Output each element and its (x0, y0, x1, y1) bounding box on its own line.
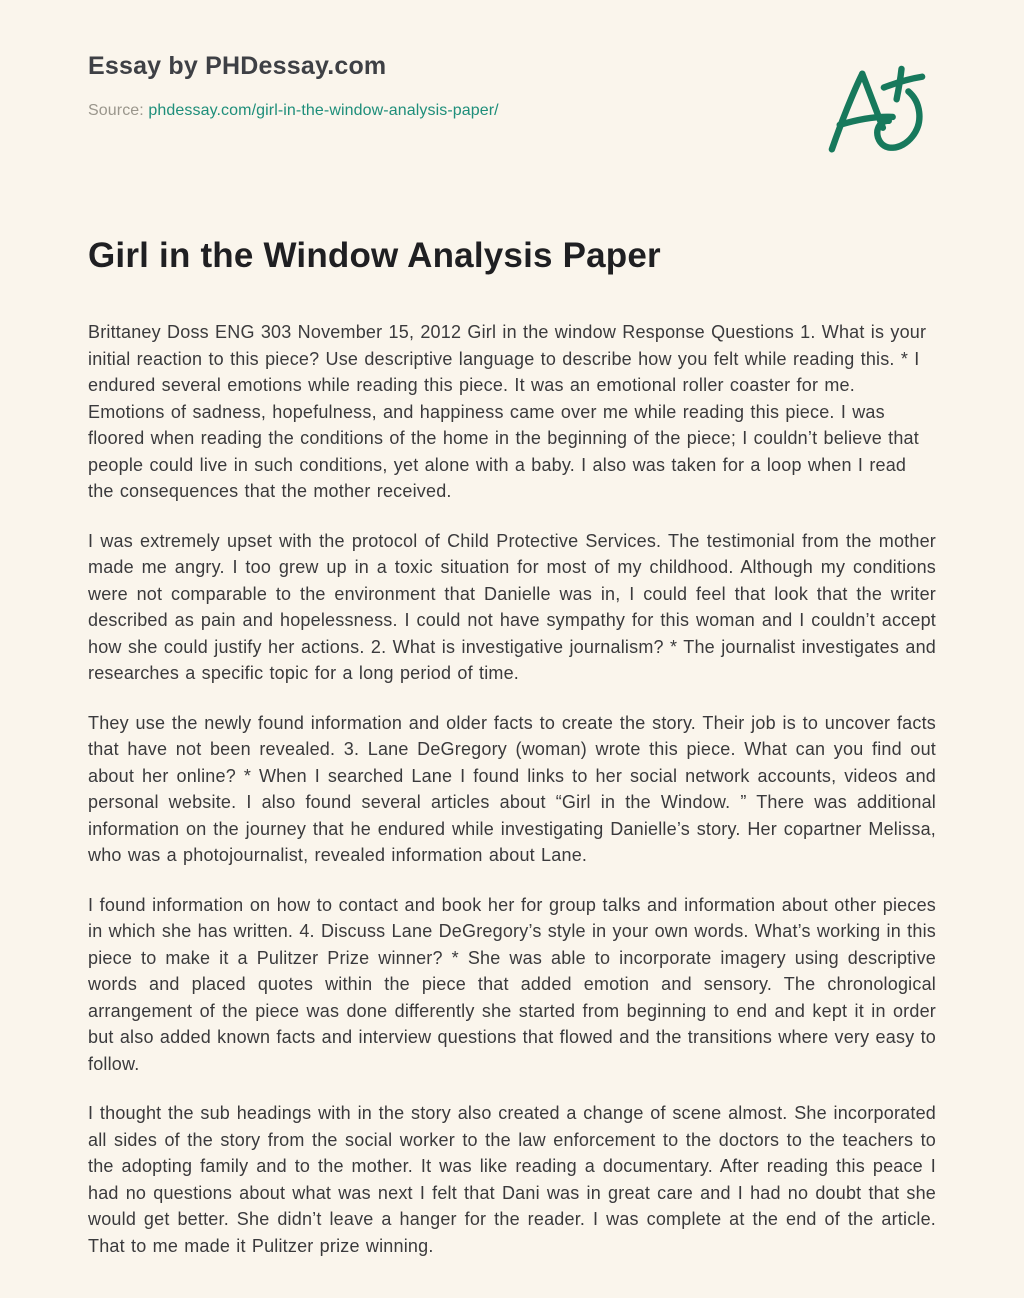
header-text-block (88, 52, 499, 120)
paragraph: I thought the sub headings with in the story also created a change of scene almost. She incorporated all sides of the story from the social worker to the law enforcement to the doctors to the teachers to the adopting family and to the mother. It was like reading a documentary. After reading this peace I had no questions about what was next I felt that Dani was in great care and I had no doubt that she would get better. She didn’t leave a hanger for the reader. I was complete at the end of the article. That to me made it Pulitzer prize winning. (88, 1103, 936, 1256)
paragraph: Brittaney Doss ENG 303 November 15, 2012 Girl in the window Response Questions 1. What is your initial reaction to this piece? Use descriptive language to describe how you felt while reading this. * I endured several emotions while reading this piece. It was an emotional roller coaster for me. Emotions of sadness, hopefulness, and happiness came over me while reading this piece. I was floored when reading the conditions of the home in the beginning of the piece; I couldn’t believe that people could live in such conditions, yet alone with a baby. I also was taken for a loop when I read the consequences that the mother received. (88, 322, 927, 501)
brand-title: Essay by PHDessay.com (88, 52, 387, 80)
a-plus-logo-icon (826, 64, 928, 164)
source-label: Source: (88, 102, 144, 119)
essay-body (88, 319, 936, 1294)
paragraph: I was extremely upset with the protocol of Child Protective Services. The testimonial from the mother made me angry. I too grew up in a toxic situation for most of my childhood. Although my conditions were not comparable to the environment that Danielle was in, I could feel that look that the writer described as pain and hopelessness. I could not have sympathy for this woman and I couldn’t accept how she could justify her actions. 2. What is investigative journalism? * The journalist investigates and researches a specific topic for a long period of time. (88, 530, 936, 683)
page-header (88, 52, 936, 164)
page-title: Girl in the Window Analysis Paper (88, 236, 661, 275)
paragraph: They use the newly found information and older facts to create the story. Their job is to uncover facts that have not been revealed. 3. Lane DeGregory (woman) wrote this piece. What can you find out about her online? * When I searched Lane I found links to her social network accounts, videos and personal website. I also found several articles about “Girl in the Window. ” There was additional information on the journey that he endured while investigating Danielle’s story. Her copartner Melissa, who was a photojournalist, revealed information about Lane. (88, 712, 936, 865)
source-link[interactable]: phdessay.com/girl-in-the-window-analysis-paper/ (148, 102, 499, 119)
source-line (88, 102, 499, 120)
paragraph: I found information on how to contact and book her for group talks and information about other pieces in which she has written. 4. Discuss Lane DeGregory’s style in your own words. What’s working in this piece to make it a Pulitzer Prize winner? * She was able to incorporate imagery using descriptive words and placed quotes within the piece that added emotion and sensory. The chronological arrangement of the piece was done differently she started from beginning to end and kept it in order but also added known facts and interview questions that flowed and the transitions where very easy to follow. (88, 894, 936, 1074)
